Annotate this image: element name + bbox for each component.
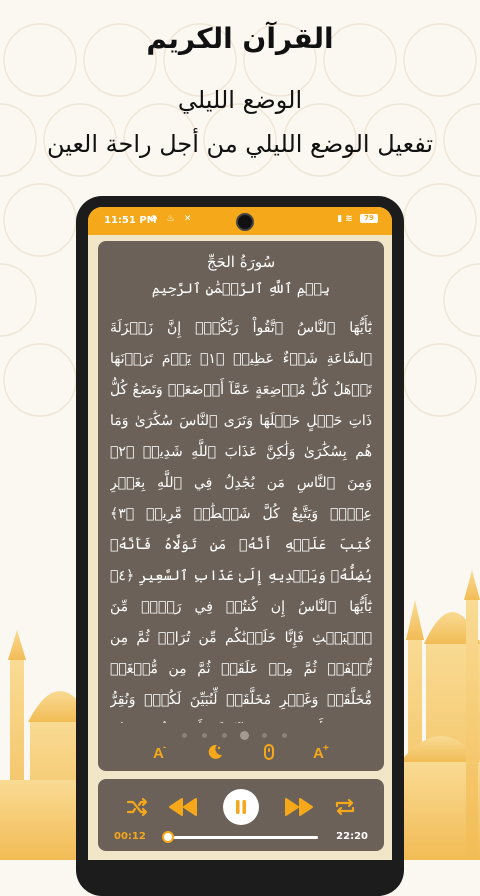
pause-icon bbox=[223, 789, 259, 825]
quran-page[interactable] bbox=[98, 241, 384, 771]
rewind-icon[interactable] bbox=[168, 797, 198, 821]
current-time: 00:12 bbox=[114, 831, 146, 842]
pause-button[interactable] bbox=[223, 789, 259, 825]
total-time: 22:20 bbox=[336, 831, 368, 842]
font-size-increase-icon[interactable] bbox=[312, 743, 330, 765]
page-dot bbox=[182, 733, 187, 738]
front-camera bbox=[236, 213, 254, 231]
phone-screen bbox=[88, 207, 392, 860]
signal-wifi-icons: ▮ ≋ bbox=[337, 214, 353, 224]
reader-toolbar bbox=[98, 741, 384, 767]
page-dot-active bbox=[240, 731, 249, 740]
progress-handle[interactable] bbox=[162, 831, 174, 843]
progress-track[interactable] bbox=[166, 836, 318, 839]
battery-icon: 79 bbox=[360, 214, 378, 223]
page-dot bbox=[282, 733, 287, 738]
svg-text:A: A bbox=[153, 745, 164, 761]
auto-scroll-icon[interactable] bbox=[260, 743, 278, 765]
feature-title: الوضع الليلي bbox=[177, 86, 303, 114]
audio-player bbox=[98, 779, 384, 851]
fast-forward-icon[interactable] bbox=[284, 797, 314, 821]
page-dot bbox=[202, 733, 207, 738]
app-title: القرآن الكريم bbox=[146, 22, 334, 55]
page-dot bbox=[262, 733, 267, 738]
font-size-decrease-icon[interactable] bbox=[152, 743, 170, 765]
basmala: بِسۡمِ ٱللَّهِ ٱلرَّحۡمَٰنِ ٱلرَّحِيمِ bbox=[151, 281, 331, 297]
svg-text:+: + bbox=[323, 743, 329, 754]
status-time: 11:51 PM bbox=[104, 215, 157, 226]
repeat-icon[interactable] bbox=[334, 797, 356, 821]
notification-icons: ⊘ ♨ ✕ bbox=[150, 214, 195, 224]
system-icons bbox=[337, 214, 378, 224]
verses-text[interactable]: يَٰٓأَيُّهَا ٱلنَّاسُ ٱتَّقُواْ رَبَّكُمۡۚ إِنَّ زَلۡزَلَةَ ٱلسَّاعَةِ شَيۡءٌ عَظِيمٞ ﴿١﴾ يَوۡمَ تَرَوۡنَهَا تَذۡهَلُ كُلُّ مُرۡضِعَةٍ عَمَّآ أَرۡضَعَتۡ وَتَضَعُ كُلُّ ذَاتِ حَمۡلٍ حَمۡلَهَا وَتَرَى ٱلنَّاسَ سُكَٰرَىٰ وَمَا هُم بِسُكَٰرَىٰ وَلَٰكِنَّ عَذَابَ ٱللَّهِ شَدِيدٞ ﴿٢﴾ وَمِنَ ٱلنَّاسِ مَن يُجَٰدِلُ فِي ٱللَّهِ بِغَيۡرِ عِلۡمٖ وَيَتَّبِعُ كُلَّ شَيۡطَٰنٖ مَّرِيدٖ ﴿٣﴾ كُتِبَ عَلَيۡهِ أَنَّهُۥ مَن تَوَلَّاهُ فَأَنَّهُۥ يُضِلُّهُۥ وَيَهۡدِيهِ إِلَىٰ عَذَابِ ٱلسَّعِيرِ ﴿٤﴾ يَٰٓأَيُّهَا ٱلنَّاسُ إِن كُنتُمۡ فِي رَيۡبٖ مِّنَ ٱلۡبَعۡثِ فَإِنَّا خَلَقۡنَٰكُم مِّن تُرَابٖ ثُمَّ مِن نُّطۡفَةٖ ثُمَّ مِنۡ عَلَقَةٖ ثُمَّ مِن مُّضۡغَةٖ مُّخَلَّقَةٖ وَغَيۡرِ مُخَلَّقَةٖ لِّنُبَيِّنَ لَكُمۡۚ وَنُقِرُّ bbox=[110, 320, 372, 708]
shuffle-icon[interactable] bbox=[126, 797, 148, 821]
page-indicator bbox=[182, 729, 302, 741]
feature-description: تفعيل الوضع الليلي من أجل راحة العين bbox=[46, 130, 434, 158]
moon-icon[interactable] bbox=[206, 743, 224, 765]
page-dot bbox=[222, 733, 227, 738]
svg-text:-: - bbox=[163, 743, 166, 752]
svg-text:A: A bbox=[313, 745, 324, 761]
surah-name: سُورَةُ الحَجِّ bbox=[206, 253, 276, 271]
